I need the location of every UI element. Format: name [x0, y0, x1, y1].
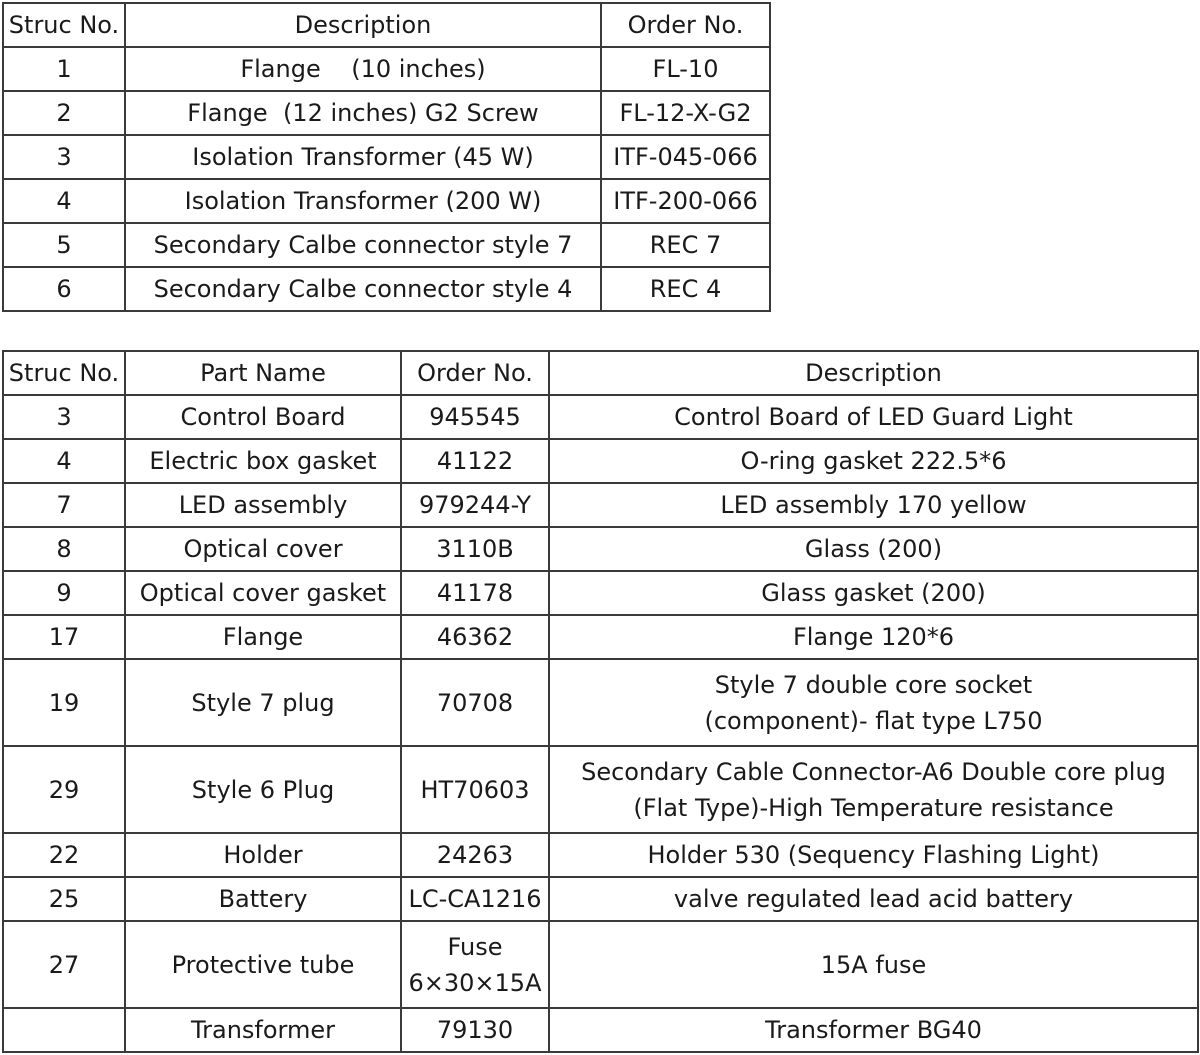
description-cell: Holder 530 (Sequency Flashing Light) [549, 833, 1198, 877]
order-no-cell: 70708 [401, 659, 549, 746]
table-row [3, 659, 1198, 746]
description-cell: Isolation Transformer (45 W) [125, 135, 601, 179]
table-row [3, 179, 770, 223]
description-cell: LED assembly 170 yellow [549, 483, 1198, 527]
header-part-name: Part Name [125, 351, 401, 395]
header-order-no: Order No. [401, 351, 549, 395]
table-row [3, 267, 770, 311]
struc-no-cell: 27 [3, 921, 125, 1008]
description-cell: Flange (12 inches) G2 Screw [125, 91, 601, 135]
description-cell: Transformer BG40 [549, 1008, 1198, 1052]
table-row [3, 615, 1198, 659]
table-row [3, 833, 1198, 877]
table-row [3, 746, 1198, 833]
part-name-cell: Style 7 plug [125, 659, 401, 746]
description-cell: Secondary Calbe connector style 4 [125, 267, 601, 311]
description-cell: valve regulated lead acid battery [549, 877, 1198, 921]
description-cell: 15A fuse [549, 921, 1198, 1008]
description-cell: O-ring gasket 222.5*6 [549, 439, 1198, 483]
order-no-cell: FL-10 [601, 47, 770, 91]
struc-no-cell: 25 [3, 877, 125, 921]
table-row [3, 395, 1198, 439]
table-row [3, 135, 770, 179]
order-no-cell: 79130 [401, 1008, 549, 1052]
description-cell: Style 7 double core socket (component)- flat type L750 [549, 659, 1198, 746]
description-cell: Glass (200) [549, 527, 1198, 571]
description-cell: Secondary Calbe connector style 7 [125, 223, 601, 267]
struc-no-cell: 7 [3, 483, 125, 527]
parts-list-table [2, 350, 1199, 1053]
table-row [3, 921, 1198, 1008]
order-no-cell: Fuse 6×30×15A [401, 921, 549, 1008]
structure-order-table [2, 2, 771, 312]
order-no-cell: 41122 [401, 439, 549, 483]
table-row [3, 439, 1198, 483]
order-no-cell: REC 7 [601, 223, 770, 267]
order-no-cell: 24263 [401, 833, 549, 877]
part-name-cell: Control Board [125, 395, 401, 439]
part-name-cell: Transformer [125, 1008, 401, 1052]
table-row [3, 91, 770, 135]
table-header-row [3, 351, 1198, 395]
struc-no-cell: 4 [3, 439, 125, 483]
order-no-cell: ITF-045-066 [601, 135, 770, 179]
order-no-cell: 3110B [401, 527, 549, 571]
part-name-cell: LED assembly [125, 483, 401, 527]
order-no-cell: 46362 [401, 615, 549, 659]
table-row [3, 877, 1198, 921]
table-row [3, 483, 1198, 527]
part-name-cell: Battery [125, 877, 401, 921]
description-cell: Control Board of LED Guard Light [549, 395, 1198, 439]
part-name-cell: Electric box gasket [125, 439, 401, 483]
part-name-cell: Flange [125, 615, 401, 659]
table-row [3, 47, 770, 91]
order-no-cell: 979244-Y [401, 483, 549, 527]
table-row [3, 571, 1198, 615]
part-name-cell: Holder [125, 833, 401, 877]
header-description: Description [125, 3, 601, 47]
part-name-cell: Optical cover [125, 527, 401, 571]
description-cell: Isolation Transformer (200 W) [125, 179, 601, 223]
order-no-cell: REC 4 [601, 267, 770, 311]
struc-no-cell: 19 [3, 659, 125, 746]
header-struc-no: Struc No. [3, 3, 125, 47]
struc-no-cell: 17 [3, 615, 125, 659]
header-struc-no: Struc No. [3, 351, 125, 395]
struc-no-cell: 2 [3, 91, 125, 135]
table-header-row [3, 3, 770, 47]
description-cell: Flange (10 inches) [125, 47, 601, 91]
table-row [3, 527, 1198, 571]
struc-no-cell: 1 [3, 47, 125, 91]
struc-no-cell: 22 [3, 833, 125, 877]
header-description: Description [549, 351, 1198, 395]
struc-no-cell: 4 [3, 179, 125, 223]
table-row [3, 1008, 1198, 1052]
struc-no-cell: 5 [3, 223, 125, 267]
struc-no-cell: 9 [3, 571, 125, 615]
order-no-cell: 41178 [401, 571, 549, 615]
description-cell: Glass gasket (200) [549, 571, 1198, 615]
part-name-cell: Style 6 Plug [125, 746, 401, 833]
struc-no-cell: 6 [3, 267, 125, 311]
part-name-cell: Protective tube [125, 921, 401, 1008]
order-no-cell: 945545 [401, 395, 549, 439]
order-no-cell: ITF-200-066 [601, 179, 770, 223]
table-row [3, 223, 770, 267]
struc-no-cell: 29 [3, 746, 125, 833]
struc-no-cell: 8 [3, 527, 125, 571]
part-name-cell: Optical cover gasket [125, 571, 401, 615]
order-no-cell: LC-CA1216 [401, 877, 549, 921]
description-cell: Secondary Cable Connector-A6 Double core plug (Flat Type)-High Temperature resistance [549, 746, 1198, 833]
order-no-cell: FL-12-X-G2 [601, 91, 770, 135]
struc-no-cell: 3 [3, 395, 125, 439]
header-order-no: Order No. [601, 3, 770, 47]
struc-no-cell [3, 1008, 125, 1052]
struc-no-cell: 3 [3, 135, 125, 179]
description-cell: Flange 120*6 [549, 615, 1198, 659]
order-no-cell: HT70603 [401, 746, 549, 833]
